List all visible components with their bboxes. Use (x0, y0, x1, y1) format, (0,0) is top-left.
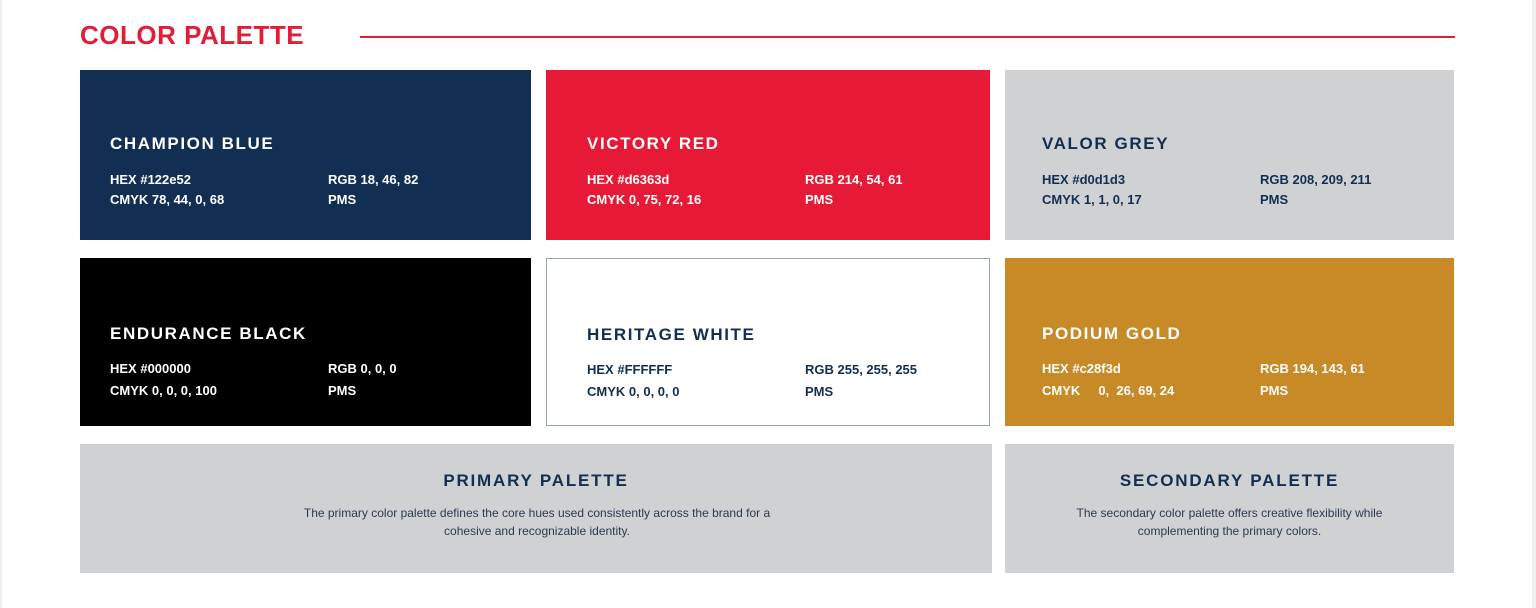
swatch-cmyk: CMYK 0, 0, 0, 0 (587, 384, 680, 399)
swatch-hex: HEX #d6363d (587, 172, 670, 187)
swatch-cmyk: CMYK 0, 26, 69, 24 (1042, 383, 1175, 398)
swatch-rgb: RGB 255, 255, 255 (805, 362, 918, 377)
swatch-cmyk: CMYK 78, 44, 0, 68 (110, 192, 225, 207)
secondary-palette-description: The secondary color palette offers creative flexibility while complementing the primary colors. (1076, 506, 1383, 538)
primary-palette-description: The primary color palette defines the core hues used consistently across the brand for a cohesive and recognizable identity. (303, 506, 771, 538)
swatch-rgb: RGB 194, 143, 61 (1260, 361, 1365, 376)
swatch-hex: HEX #c28f3d (1042, 361, 1121, 376)
swatch-pms: PMS (1260, 383, 1289, 398)
swatch-name: VICTORY RED (587, 134, 720, 153)
swatch-name: PODIUM GOLD (1042, 324, 1182, 343)
swatch-hex: HEX #122e52 (110, 172, 191, 187)
swatch-rgb: RGB 214, 54, 61 (805, 172, 903, 187)
swatch-heritage-white (546, 258, 990, 426)
swatch-hex: HEX #FFFFFF (587, 362, 673, 377)
primary-palette-title: PRIMARY PALETTE (443, 471, 629, 490)
swatch-victory-red (546, 70, 990, 240)
swatch-endurance-black (80, 258, 531, 426)
swatch-champion-blue (80, 70, 531, 240)
swatch-cmyk: CMYK 1, 1, 0, 17 (1042, 192, 1142, 207)
swatch-valor-grey (1005, 70, 1454, 240)
swatch-rgb: RGB 0, 0, 0 (328, 361, 397, 376)
swatch-pms: PMS (805, 192, 834, 207)
swatch-cmyk: CMYK 0, 75, 72, 16 (587, 192, 702, 207)
primary-palette-panel (80, 444, 992, 573)
swatch-hex: HEX #d0d1d3 (1042, 172, 1126, 187)
secondary-palette-title: SECONDARY PALETTE (1119, 471, 1340, 490)
page-title: COLOR PALETTE (80, 20, 305, 50)
swatch-rgb: RGB 208, 209, 211 (1260, 172, 1372, 187)
title-divider (360, 36, 1455, 38)
swatch-rgb: RGB 18, 46, 82 (328, 172, 419, 187)
swatch-pms: PMS (805, 384, 834, 399)
secondary-palette-panel (1005, 444, 1454, 573)
page-frame-left (0, 0, 2, 608)
swatch-pms: PMS (328, 383, 357, 398)
page-frame-right (1532, 0, 1536, 608)
swatch-name: ENDURANCE BLACK (110, 324, 307, 343)
swatch-podium-gold (1005, 258, 1454, 426)
swatch-pms: PMS (1260, 192, 1289, 207)
swatch-name: VALOR GREY (1042, 134, 1170, 153)
swatch-pms: PMS (328, 192, 357, 207)
swatch-hex: HEX #000000 (110, 361, 191, 376)
swatch-cmyk: CMYK 0, 0, 0, 100 (110, 383, 217, 398)
swatch-name: CHAMPION BLUE (110, 134, 275, 153)
swatch-name: HERITAGE WHITE (587, 325, 756, 344)
